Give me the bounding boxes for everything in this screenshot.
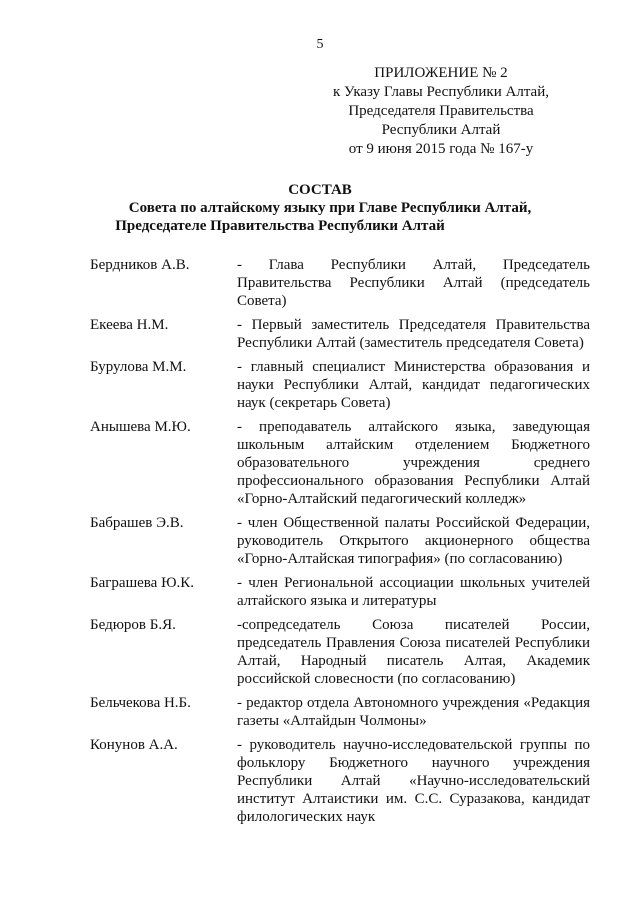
member-row <box>90 616 590 688</box>
member-name: Екеева Н.М. <box>90 317 169 333</box>
page-number: 5 <box>316 37 324 52</box>
member-row <box>90 418 590 508</box>
member-name: Баграшева Ю.К. <box>90 575 195 591</box>
member-name: Бабрашев Э.В. <box>90 515 184 531</box>
member-description: - Первый заместитель Председателя Правительства Республики Алтай (заместитель председателя Совета) <box>237 317 590 351</box>
member-description: - руководитель научно-исследовательской группы по фольклору Бюджетного научного учреждения Республики Алтай «Научно-исследовательский институт Алтаистики им. С.С. Суразакова, кандидат филологических наук <box>237 737 590 825</box>
document-heading <box>0 181 640 235</box>
member-row <box>90 514 590 568</box>
member-row <box>90 256 590 310</box>
appendix-reference-line: Республики Алтай <box>381 122 501 138</box>
heading-title: СОСТАВ <box>288 182 352 198</box>
appendix-title: ПРИЛОЖЕНИЕ № 2 <box>374 65 508 81</box>
member-name: Бедюров Б.Я. <box>90 617 176 633</box>
member-description: - редактор отдела Автономного учреждения «Редакция газеты «Алтайдын Чолмоны» <box>237 695 590 729</box>
member-row <box>90 316 590 352</box>
member-row <box>90 736 590 826</box>
appendix-block <box>311 64 571 159</box>
member-description: - преподаватель алтайского языка, заведующая школьным алтайским отделением Бюджетного образовательного учреждения среднего профессионального образования Республики Алтай «Горно-Алтайский педагогический колледж» <box>237 419 590 507</box>
member-name: Анышева М.Ю. <box>90 419 191 435</box>
member-description: -сопредседатель Союза писателей России, председатель Правления Союза писателей Республики Алтай, Народный писатель Алтая, Академик российской словесности (по согласованию) <box>237 617 590 687</box>
appendix-reference-line: к Указу Главы Республики Алтай, <box>332 84 549 100</box>
heading-subtitle: Председателе Правительства Республики Алтай <box>115 218 445 234</box>
member-name: Бердников А.В. <box>90 257 190 273</box>
member-description: - главный специалист Министерства образования и науки Республики Алтай, кандидат педагогических наук (секретарь Совета) <box>237 359 590 411</box>
member-row <box>90 694 590 730</box>
member-description: - Глава Республики Алтай, Председатель Правительства Республики Алтай (председатель Совета) <box>237 257 590 309</box>
member-description: - член Региональной ассоциации школьных учителей алтайского языка и литературы <box>237 575 590 609</box>
member-row <box>90 574 590 610</box>
appendix-reference-line: Председателя Правительства <box>348 103 534 119</box>
member-name: Бельчекова Н.Б. <box>90 695 191 711</box>
member-description: - член Общественной палаты Российской Федерации, руководитель Открытого акционерного общества «Горно-Алтайская типография» (по согласованию) <box>237 515 590 567</box>
member-name: Бурулова М.М. <box>90 359 187 375</box>
member-row <box>90 358 590 412</box>
members-list <box>90 256 590 832</box>
appendix-date-line: от 9 июня 2015 года № 167-у <box>348 141 534 157</box>
member-name: Конунов А.А. <box>90 737 178 753</box>
heading-subtitle: Совета по алтайскому языку при Главе Республики Алтай, <box>128 200 532 216</box>
